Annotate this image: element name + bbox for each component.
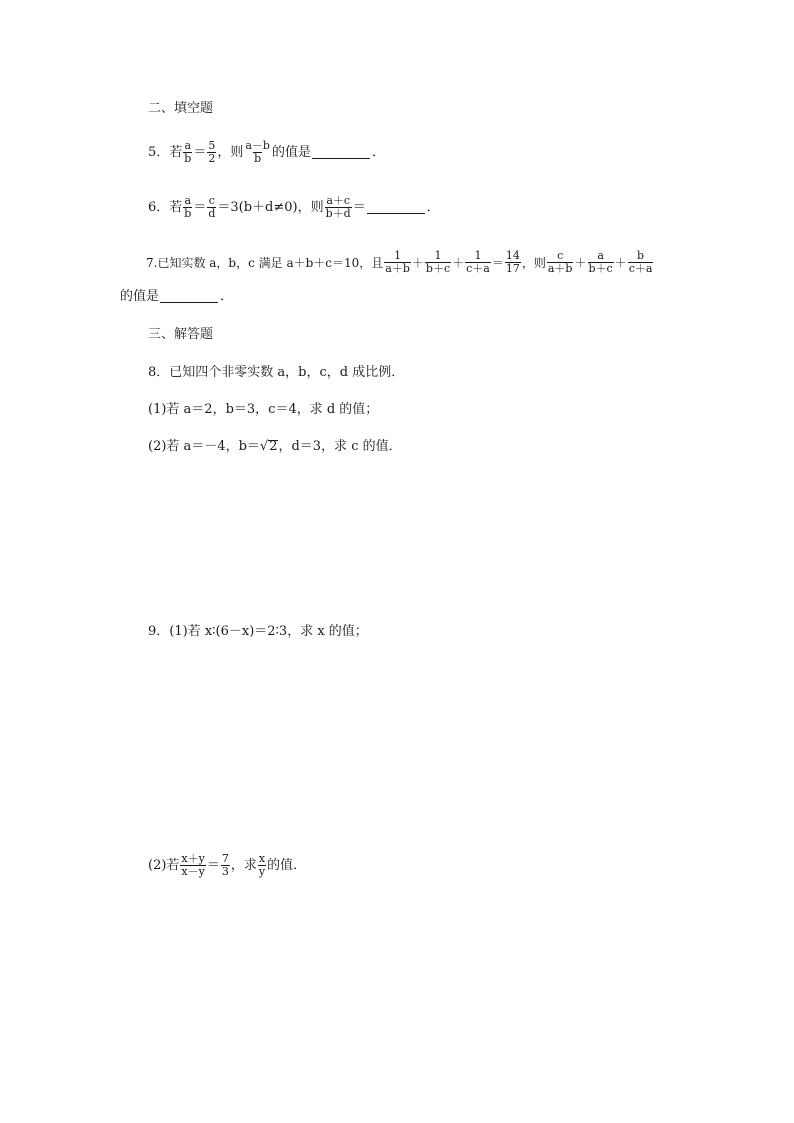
fraction: $\frac{x+y}{x-y}$ — [181, 852, 205, 878]
answer-blank — [367, 212, 425, 214]
question-8-stem: 8．已知四个非零实数 a，b，c，d 成比例． — [148, 365, 405, 380]
fraction: $\frac{1}{c+a}$ — [466, 249, 490, 275]
fraction: $\frac{a}{b+c}$ — [588, 249, 613, 275]
fraction: $\frac{5}{2}$ — [208, 139, 216, 165]
fraction: $\frac{1}{b+c}$ — [425, 249, 451, 275]
fraction: $\frac{7}{3}$ — [221, 852, 229, 878]
question-8-part-1: (1)若 a＝2，b＝3，c＝4，求 d 的值； — [148, 402, 379, 417]
answer-blank — [312, 157, 370, 159]
question-8-part-2: (2)若 a＝－4，b＝ √ 2 ，d＝3，求 c 的值． — [148, 439, 402, 454]
fraction: $\frac{b}{c+a}$ — [628, 249, 653, 275]
question-9-part-1: 9．(1)若 x∶(6－x)＝2∶3，求 x 的值； — [148, 624, 368, 639]
fraction: $\frac{x}{y}$ — [258, 852, 266, 878]
question-6: 6．若 $\frac{a}{b}$ ＝ $\frac{c}{d}$ ＝3(b＋d≠0)，则 $\frac{a+c}{b+d}$ ＝ ． — [148, 194, 440, 220]
fraction: $\frac{c}{d}$ — [208, 194, 216, 220]
fraction: $\frac{14}{17}$ — [505, 249, 520, 275]
fraction: $\frac{a-b}{b}$ — [245, 139, 270, 165]
fraction: $\frac{a}{b}$ — [184, 139, 192, 165]
section-fill-in-title: 二、填空题 — [148, 101, 214, 116]
question-5: 5．若 $\frac{a}{b}$ ＝ $\frac{5}{2}$ ，则 $\frac{a-b}{b}$ 的值是 ． — [148, 139, 385, 165]
answer-blank — [160, 301, 218, 303]
square-root: √ 2 — [259, 439, 278, 454]
fraction: $\frac{1}{a+b}$ — [385, 249, 410, 275]
question-7: 7.已知实数 a，b，c 满足 a＋b＋c＝10，且 $\frac{1}{a+b}$ ＋ $\frac{1}{b+c}$ ＋ $\frac{1}{c+a}$ ＝ $\frac{14}{17}$ ，则 $\frac{c}{a+b}$ ＋ $\frac{a}{b+c}$ ＋ $\frac{b}{c+a}$ — [146, 249, 653, 275]
question-7-continuation: 的值是 ． — [120, 289, 234, 304]
fraction: $\frac{a+c}{b+d}$ — [325, 194, 351, 220]
fraction: $\frac{c}{a+b}$ — [547, 249, 573, 275]
question-9-part-2: (2)若 $\frac{x+y}{x-y}$ ＝ $\frac{7}{3}$ ，求 $\frac{x}{y}$ 的值． — [148, 852, 307, 878]
fraction: $\frac{a}{b}$ — [184, 194, 192, 220]
section-answer-title: 三、解答题 — [148, 327, 214, 342]
